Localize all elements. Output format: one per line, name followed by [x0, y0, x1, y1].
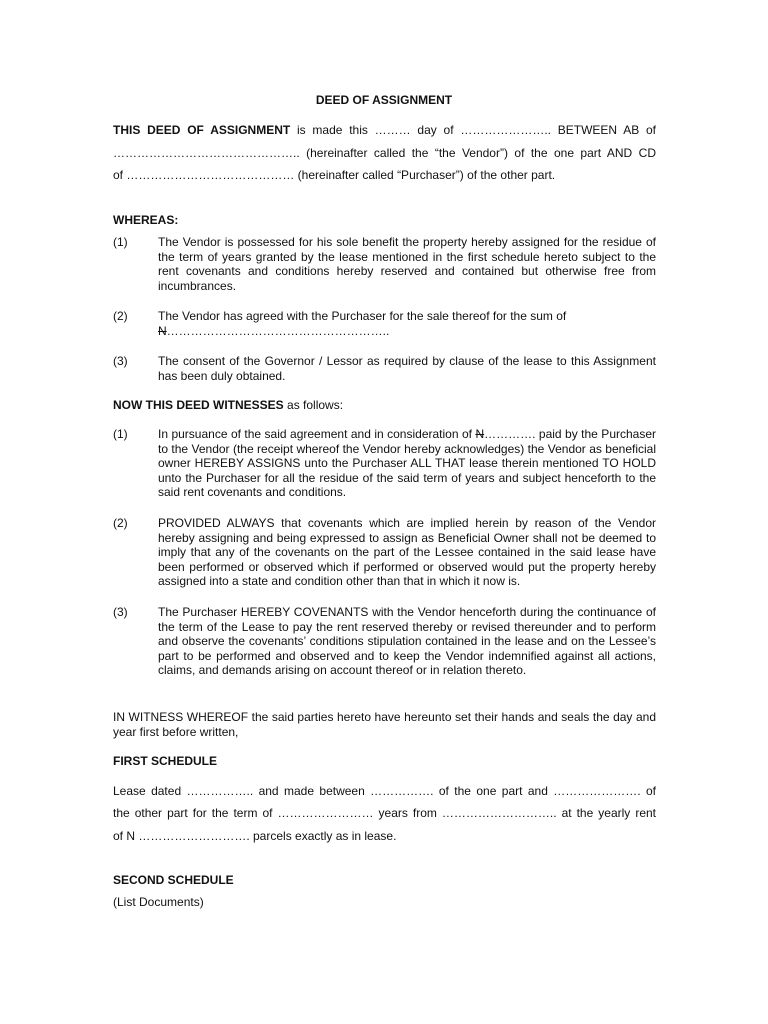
witnesses-heading-rest: as follows: — [283, 398, 344, 412]
whereas-item-2-text — [158, 309, 656, 338]
witness-item-2-number: (2) — [113, 516, 128, 530]
witnesses-heading — [113, 398, 656, 413]
witness-item-1-text-a: In pursuance of the said agreement and in consideration of — [158, 427, 476, 441]
whereas-item-1-number: (1) — [113, 235, 128, 249]
whereas-item-2-line-1: The Vendor has agreed with the Purchaser for the sale thereof for the sum of — [158, 309, 567, 323]
witness-item-3-number: (3) — [113, 605, 128, 619]
witness-item-2-text: PROVIDED ALWAYS that covenants which are implied herein by reason of the Vendor hereby assigning and being expressed to assign as Beneficial Owner shall not be deemed to imply that any of the covenants on the part of the Lessee contained in the said lease have been performed or observed which if performed or observed would put the property hereby assigned into a state and condition other than that in which it now is. — [158, 516, 656, 588]
witness-item-1-text-b: …………. paid by the Purchaser to the Vendor (the receipt whereof the Vendor hereby acknowledges) the Vendor as beneficial owner HEREBY ASSIGNS unto the Purchaser ALL THAT lease therein mentioned TO HOLD unto the Purchaser for all the residue of the said term of years and subject henceforth to the said rent covenants and conditions. — [158, 427, 657, 499]
whereas-item-2-number: (2) — [113, 309, 128, 323]
first-schedule-line-3: of N ………………………. parcels exactly as in lease. — [113, 829, 397, 843]
whereas-item-3-text: The consent of the Governor / Lessor as required by clause of the lease to this Assignment has been duly obtained. — [158, 354, 656, 383]
second-schedule-heading: SECOND SCHEDULE — [113, 873, 234, 887]
in-witness-clause: IN WITNESS WHEREOF the said parties hereto have hereunto set their hands and seals the day and year first before written, — [113, 710, 656, 739]
witnesses-heading-bold: NOW THIS DEED WITNESSES — [113, 398, 284, 412]
witness-item-3-text: The Purchaser HEREBY COVENANTS with the Vendor henceforth during the continuance of the term of the Lease to pay the rent reserved thereby or revised thereunder and to perform and observe the covenants’ conditions stipulation contained in the lease and on the Lessee’s part to be performed and observed and to keep the Vendor indemnified against all actions, claims, and demands arising on account thereof or in relation thereto. — [158, 605, 656, 677]
witness-item-1-number: (1) — [113, 427, 128, 441]
first-schedule-line-2: the other part for the term of …………………… years from ……………………….. at the yearly rent — [113, 806, 656, 820]
whereas-item-3-number: (3) — [113, 354, 128, 368]
intro-line-2: ……………………………………….. (hereinafter called the “the Vendor”) of the one part AND CD — [113, 146, 656, 160]
intro-line-1 — [113, 123, 656, 138]
first-schedule-heading: FIRST SCHEDULE — [113, 754, 218, 768]
whereas-item-1-text: The Vendor is possessed for his sole benefit the property hereby assigned for the residue of the term of years granted by the lease mentioned in the first schedule hereto subject to the rent covenants and conditions hereby reserved and contained but otherwise free from incumbrances. — [158, 235, 656, 293]
intro-line-1-rest: is made this ……… day of ………………….. BETWEEN AB of — [290, 123, 656, 137]
document-title: DEED OF ASSIGNMENT — [315, 93, 453, 107]
second-schedule-note: (List Documents) — [113, 895, 204, 909]
intro-line-3: of …………………………………… (hereinafter called “Purchaser”) of the other part. — [113, 168, 556, 182]
whereas-item-2-blank: ……………………………………………….. — [166, 323, 390, 338]
whereas-heading: WHEREAS: — [113, 213, 179, 227]
naira-sign-placeholder: N — [475, 427, 485, 441]
witness-item-1-text — [158, 427, 656, 500]
first-schedule-line-1: Lease dated …………….. and made between ……………. of the one part and …………………. of — [113, 784, 656, 798]
naira-sign-placeholder: N — [158, 323, 167, 338]
intro-bold-phrase: THIS DEED OF ASSIGNMENT — [113, 123, 291, 137]
